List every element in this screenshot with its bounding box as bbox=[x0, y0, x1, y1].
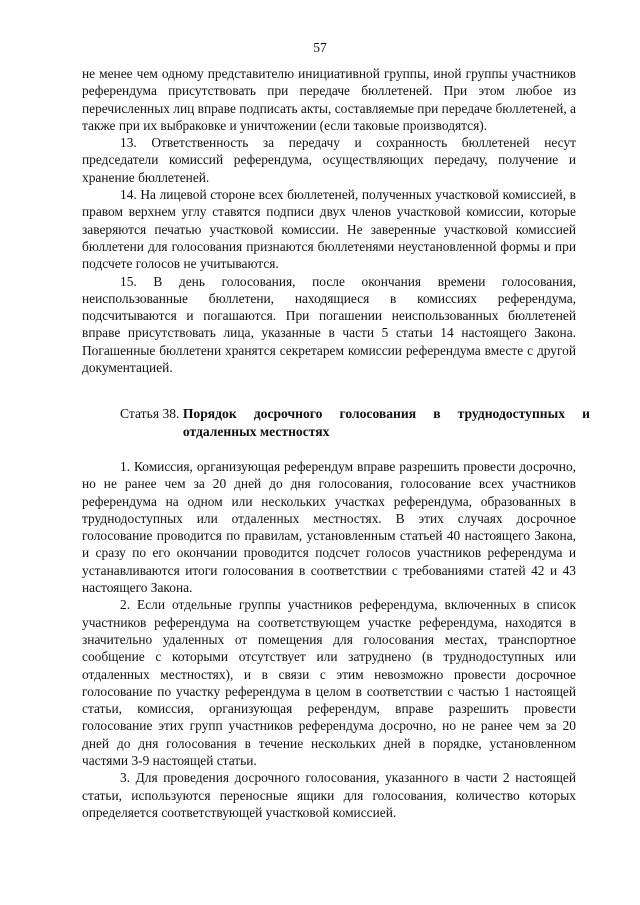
article-paragraph-3: 3. Для проведения досрочного голосования, указанного в части 2 настоящей статьи, используются переносные ящики для голосования, количество которых определяется соответствующей участковой комиссией. bbox=[82, 770, 576, 820]
text-block-top bbox=[82, 65, 576, 376]
text-block-article bbox=[82, 458, 576, 821]
page-number: 57 bbox=[313, 40, 327, 55]
paragraph-14: 14. На лицевой стороне всех бюллетеней, полученных участковой комиссией, в правом верхнем углу ставятся подписи двух членов участковой комиссии, которые заверяются печатью участковой комиссии. Не заверенные участковой комиссией бюллетени для голосования признаются бюллетенями неустановленной формы и при подсчете голосов не учитываются. bbox=[82, 187, 576, 272]
paragraph-continuation: не менее чем одному представителю инициативной группы, иной группы участников референдума присутствовать при передаче бюллетеней. При этом любое из перечисленных лиц вправе подписать акты, составляемые при передаче бюллетеней, а также при их выбраковке и уничтожении (если таковые производятся). bbox=[82, 66, 576, 133]
article-heading bbox=[120, 405, 590, 441]
paragraph-15: 15. В день голосования, после окончания времени голосования, неиспользованные бюллетени, находящиеся в комиссиях референдума, подсчитываются и погашаются. При погашении неиспользованных бюллетеней вправе присутствовать лица, указанные в части 5 статьи 14 настоящего Закона. Погашенные бюллетени хранятся секретарем комиссии референдума вместе с другой документацией. bbox=[82, 273, 576, 376]
article-number: Статья 38. bbox=[120, 406, 183, 421]
article-paragraph-1: 1. Комиссия, организующая референдум вправе разрешить провести досрочно, но не ранее чем за 20 дней до дня голосования, голосование всех участников референдума на одном или нескольких участках референдума, образованных в труднодоступных или отдаленных местностях. В этих случаях досрочное голосование проводится по правилам, установленным статьей 40 настоящего Закона, и сразу по его окончании проводится подсчет голосов участников референдума и устанавливаются итоги голосования в соответствии с требованиями статей 42 и 43 настоящего Закона. bbox=[82, 459, 576, 596]
article-title: Порядок досрочного голосования в труднодоступных и отдаленных местностях bbox=[182, 406, 590, 439]
paragraph-13: 13. Ответственность за передачу и сохранность бюллетеней несут председатели комиссий референдума, осуществляющих передачу, получение и хранение бюллетеней. bbox=[82, 135, 576, 185]
article-paragraph-2: 2. Если отдельные группы участников референдума, включенных в список участников референдума на соответствующем участке референдума, находятся в значительно удаленных от помещения для голосования местах, транспортное сообщение с которыми отсутствует или затруднено (в труднодоступных или отдаленных местностях), и в связи с этим невозможно провести досрочное голосование по участку референдума в целом в соответствии с частью 1 настоящей статьи, комиссия, организующая референдум, вправе разрешить провести голосование этих групп участников референдума досрочно, но не ранее чем за 20 дней до дня голосования в течение нескольких дней в порядке, установленном частями 3-9 настоящей статьи. bbox=[82, 597, 576, 769]
